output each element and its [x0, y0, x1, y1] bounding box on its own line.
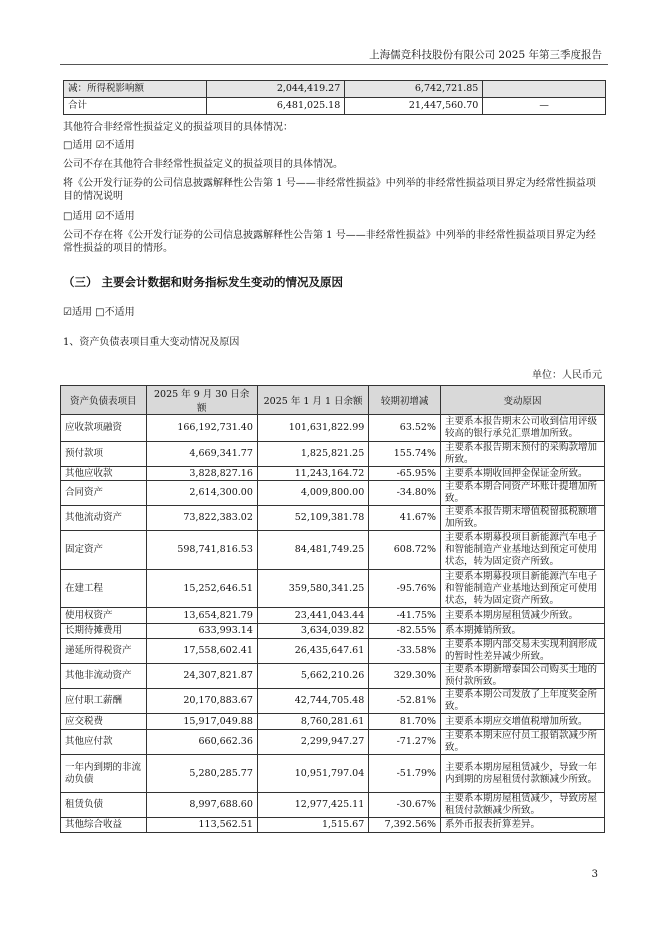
cell-begin-balance: 11,243,164.72 — [257, 467, 368, 481]
table-row — [61, 689, 605, 714]
cell-item: 在建工程 — [61, 570, 147, 608]
cell-change: -52.81% — [369, 689, 441, 714]
cell-begin-balance: 101,631,822.99 — [257, 415, 368, 442]
cell-end-balance: 8,997,688.60 — [146, 793, 257, 818]
cell-end-balance: 113,562.51 — [146, 818, 257, 833]
cell-reason: 系本期摊销所致。 — [441, 624, 605, 639]
cell-end-balance: 3,828,827.16 — [146, 467, 257, 481]
cell-end-balance: 660,662.36 — [146, 730, 257, 755]
cell-reason: 主要系本期房屋租赁减少所致。 — [441, 608, 605, 624]
cell-change: -82.55% — [369, 624, 441, 639]
section-title: （三） 主要会计数据和财务指标发生变动的情况及原因 — [63, 275, 344, 289]
cell-item: 应付职工薪酬 — [61, 689, 147, 714]
paragraph-other-items: 其他符合非经常性损益定义的损益项目的具体情况： — [63, 122, 293, 133]
col-header-reason: 变动原因 — [441, 386, 605, 415]
cell-end-balance: 5,280,285.77 — [146, 755, 257, 793]
cell-reason: 主要系本期新增泰国公司购买土地的预付款所致。 — [441, 664, 605, 689]
cell-reason: 主要系本期募投项目新能源汽车电子和智能制造产业基地达到预定可使用状态，转为固定资产所致。 — [441, 570, 605, 608]
current-period-value: 6,481,025.18 — [207, 98, 345, 115]
cell-item: 其他非流动资产 — [61, 664, 147, 689]
cell-begin-balance: 5,662,210.26 — [257, 664, 368, 689]
cell-end-balance: 633,993.14 — [146, 624, 257, 639]
ytd-value: 6,742,721.85 — [345, 81, 483, 98]
cell-end-balance: 13,654,821.79 — [146, 608, 257, 624]
table-row — [61, 481, 605, 506]
col-header-change: 较期初增减 — [369, 386, 441, 415]
table-row — [61, 442, 605, 467]
note-cell — [483, 81, 606, 98]
cell-change: 155.74% — [369, 442, 441, 467]
cell-item: 一年内到期的非流动负债 — [61, 755, 147, 793]
cell-begin-balance: 2,299,947.27 — [257, 730, 368, 755]
cell-begin-balance: 26,435,647.61 — [257, 639, 368, 664]
cell-reason: 系外币报表折算差异。 — [441, 818, 605, 833]
cell-item: 租赁负债 — [61, 793, 147, 818]
col-header-item: 资产负债表项目 — [61, 386, 147, 415]
row-label: 合计 — [64, 98, 207, 115]
cell-reason: 主要系本期收回押金保证金所致。 — [441, 467, 605, 481]
cell-item: 递延所得税资产 — [61, 639, 147, 664]
cell-item: 长期待摊费用 — [61, 624, 147, 639]
cell-change: 41.67% — [369, 506, 441, 531]
cell-end-balance: 20,170,883.67 — [146, 689, 257, 714]
cell-begin-balance: 42,744,705.48 — [257, 689, 368, 714]
paragraph-no-classification: 公司不存在将《公开发行证券的公司信息披露解释性公告第 1 号——非经常性损益》中列举的非经常性损益项目界定为经常性损益的项目的情形。 — [63, 230, 596, 254]
cell-item: 应交税费 — [61, 714, 147, 730]
ytd-value: 21,447,560.70 — [345, 98, 483, 115]
table-row — [61, 714, 605, 730]
table-row — [64, 98, 606, 115]
cell-item: 应收款项融资 — [61, 415, 147, 442]
cell-end-balance: 73,822,383.02 — [146, 506, 257, 531]
cell-item: 其他综合收益 — [61, 818, 147, 833]
cell-change: 608.72% — [369, 531, 441, 570]
cell-reason: 主要系本期合同资产坏账计提增加所致。 — [441, 481, 605, 506]
cell-begin-balance: 359,580,341.25 — [257, 570, 368, 608]
cell-item: 使用权资产 — [61, 608, 147, 624]
header-divider — [60, 64, 608, 65]
cell-change: 7,392.56% — [369, 818, 441, 833]
cell-reason: 主要系本期房屋租赁减少，导致房屋租赁付款额减少所致。 — [441, 793, 605, 818]
table-row — [61, 531, 605, 570]
subsection-title: 1、资产负债表项目重大变动情况及原因 — [63, 337, 240, 348]
cell-begin-balance: 52,109,381.78 — [257, 506, 368, 531]
cell-item: 固定资产 — [61, 531, 147, 570]
cell-end-balance: 24,307,821.87 — [146, 664, 257, 689]
table-row — [61, 570, 605, 608]
page-number: 3 — [591, 869, 598, 880]
table-row — [61, 467, 605, 481]
cell-change: -33.58% — [369, 639, 441, 664]
cell-change: -41.75% — [369, 608, 441, 624]
cell-begin-balance: 1,515.67 — [257, 818, 368, 833]
cell-reason: 主要系本期募投项目新能源汽车电子和智能制造产业基地达到预定可使用状态，转为固定资产所致。 — [441, 531, 605, 570]
table-row — [64, 81, 606, 98]
cell-change: 81.70% — [369, 714, 441, 730]
applicability-checkbox-1: □适用 ☑不适用 — [63, 140, 135, 151]
page-header-title: 上海儒竞科技股份有限公司 2025 年第三季度报告 — [369, 49, 602, 61]
cell-end-balance: 4,669,341.77 — [146, 442, 257, 467]
col-header-end-balance: 2025 年 9 月 30 日余额 — [146, 386, 257, 415]
cell-end-balance: 15,252,646.51 — [146, 570, 257, 608]
cell-begin-balance: 3,634,039.82 — [257, 624, 368, 639]
current-period-value: 2,044,419.27 — [207, 81, 345, 98]
paragraph-classification-note: 将《公开发行证券的公司信息披露解释性公告第 1 号——非经常性损益》中列举的非经常性损益项目界定为经常性损益项目的情况说明 — [63, 178, 596, 202]
table-header-row — [61, 386, 605, 415]
note-cell: — — [483, 98, 606, 115]
col-header-begin-balance: 2025 年 1 月 1 日余额 — [257, 386, 368, 415]
cell-reason: 主要系本报告期末增值税留抵税额增加所致。 — [441, 506, 605, 531]
table-row — [61, 793, 605, 818]
cell-change: -71.27% — [369, 730, 441, 755]
row-label: 减：所得税影响额 — [64, 81, 207, 98]
cell-reason: 主要系本期应交增值税增加所致。 — [441, 714, 605, 730]
cell-end-balance: 17,558,602.41 — [146, 639, 257, 664]
cell-reason: 主要系本期内部交易未实现利润形成的暂时性差异减少所致。 — [441, 639, 605, 664]
cell-end-balance: 2,614,300.00 — [146, 481, 257, 506]
cell-change: -51.79% — [369, 755, 441, 793]
cell-begin-balance: 4,009,800.00 — [257, 481, 368, 506]
table-row — [61, 506, 605, 531]
table-row — [61, 755, 605, 793]
cell-change: -95.76% — [369, 570, 441, 608]
cell-begin-balance: 1,825,821.25 — [257, 442, 368, 467]
cell-reason: 主要系本报告期末预付的采购款增加所致。 — [441, 442, 605, 467]
cell-change: 329.30% — [369, 664, 441, 689]
table-row — [61, 608, 605, 624]
cell-begin-balance: 23,441,043.44 — [257, 608, 368, 624]
cell-item: 其他应收款 — [61, 467, 147, 481]
section-applicability-checkbox: ☑适用 □不适用 — [63, 307, 135, 318]
table-row — [61, 664, 605, 689]
balance-sheet-changes-table — [60, 385, 605, 833]
table-row — [61, 818, 605, 833]
cell-item: 预付款项 — [61, 442, 147, 467]
cell-reason: 主要系本期房屋租赁减少，导致一年内到期的房屋租赁付款额减少所致。 — [441, 755, 605, 793]
table-row — [61, 415, 605, 442]
cell-begin-balance: 10,951,797.04 — [257, 755, 368, 793]
cell-begin-balance: 12,977,425.11 — [257, 793, 368, 818]
table-row — [61, 624, 605, 639]
cell-reason: 主要系本期公司发放了上年度奖金所致。 — [441, 689, 605, 714]
cell-change: 63.52% — [369, 415, 441, 442]
currency-unit: 单位：人民币元 — [532, 370, 602, 381]
cell-end-balance: 15,917,049.88 — [146, 714, 257, 730]
cell-item: 其他应付款 — [61, 730, 147, 755]
cell-begin-balance: 84,481,749.25 — [257, 531, 368, 570]
cell-change: -34.80% — [369, 481, 441, 506]
table-row — [61, 730, 605, 755]
applicability-checkbox-2: □适用 ☑不适用 — [63, 211, 135, 222]
cell-reason: 主要系本期末应付员工报销款减少所致。 — [441, 730, 605, 755]
cell-reason: 主要系本报告期末公司收到信用评级较高的银行承兑汇票增加所致。 — [441, 415, 605, 442]
cell-item: 其他流动资产 — [61, 506, 147, 531]
cell-change: -65.95% — [369, 467, 441, 481]
non-recurring-summary-table — [63, 80, 606, 115]
cell-begin-balance: 8,760,281.61 — [257, 714, 368, 730]
cell-end-balance: 166,192,731.40 — [146, 415, 257, 442]
cell-item: 合同资产 — [61, 481, 147, 506]
table-row — [61, 639, 605, 664]
cell-change: -30.67% — [369, 793, 441, 818]
cell-end-balance: 598,741,816.53 — [146, 531, 257, 570]
paragraph-no-other-items: 公司不存在其他符合非经常性损益定义的损益项目的具体情况。 — [63, 159, 343, 170]
